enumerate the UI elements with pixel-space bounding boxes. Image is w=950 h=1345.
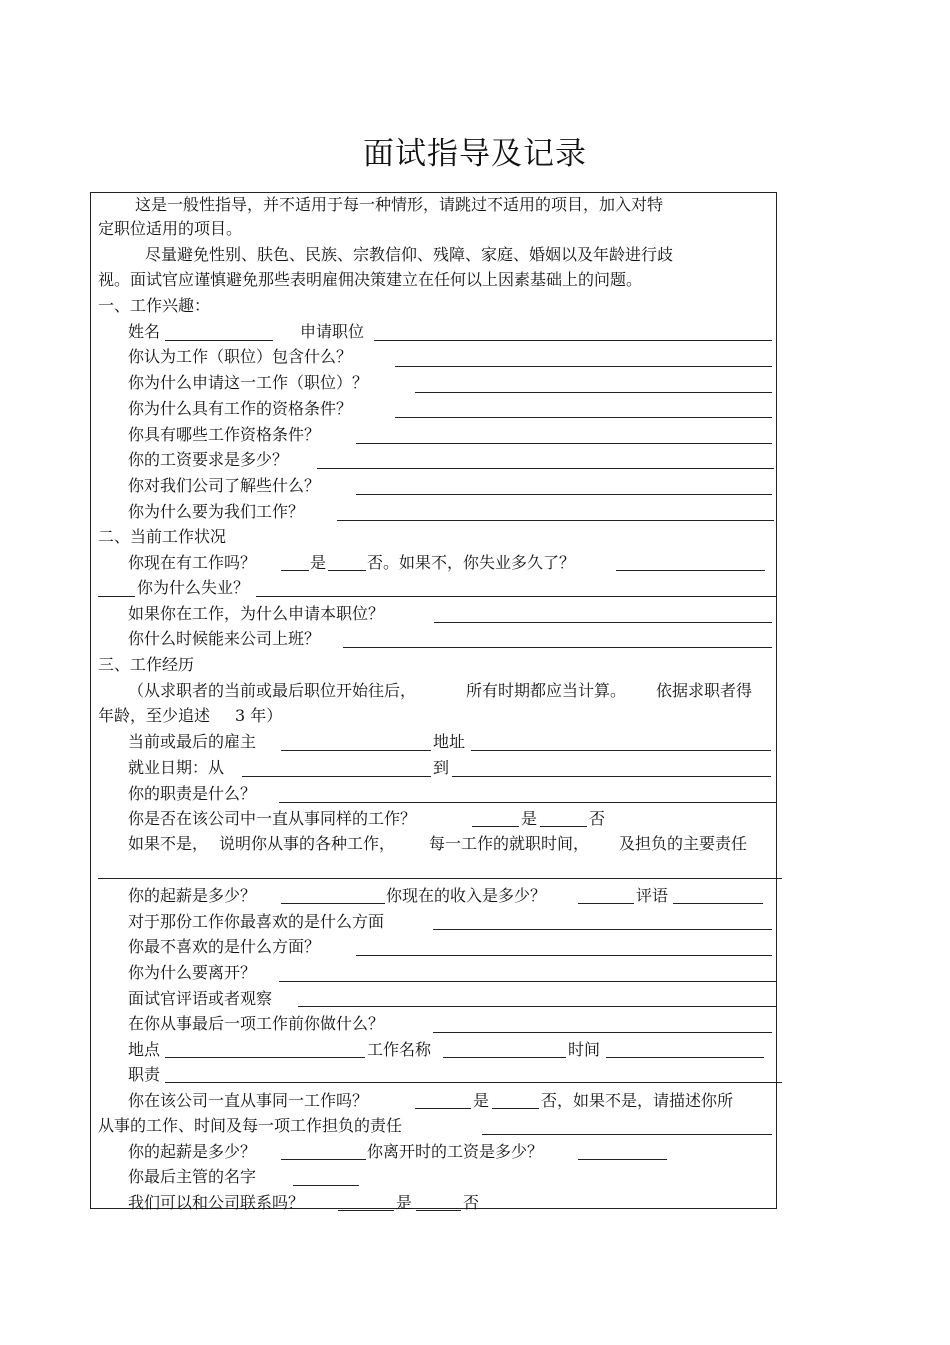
note-text: 依据求职者得 bbox=[656, 681, 753, 700]
question-label: 如果你在工作，为什么申请本职位？ bbox=[128, 604, 385, 623]
intro-line: 这是一般性指导，并不适用于每一种情形，请跳过不适用的项目，加入对特 bbox=[135, 195, 664, 214]
question-label: 及担负的主要责任 bbox=[619, 834, 748, 853]
intro-line: 尽量避免性别、肤色、民族、宗教信仰、残障、家庭、婚姻以及年龄进行歧 bbox=[145, 245, 674, 264]
section-heading: 一、工作兴趣： bbox=[98, 296, 211, 315]
salary-blank[interactable] bbox=[281, 1159, 366, 1160]
question-label: 你为什么失业？ bbox=[137, 578, 250, 597]
field-label: 就业日期：从 bbox=[128, 758, 225, 777]
question-label: 你现在有工作吗？ bbox=[128, 553, 257, 572]
question-label: 你为什么要为我们工作？ bbox=[128, 502, 305, 521]
answer-blank[interactable] bbox=[434, 622, 772, 623]
note-text: （从求职者的当前或最后职位开始往后， bbox=[128, 681, 417, 700]
answer-blank[interactable] bbox=[356, 494, 772, 495]
question-label: 如果不是， bbox=[128, 834, 209, 853]
question-label: 从事的工作、时间及每一项工作担负的责任 bbox=[98, 1116, 403, 1135]
question-label: 面试官评语或者观察 bbox=[128, 989, 273, 1008]
salary-blank[interactable] bbox=[281, 903, 385, 904]
answer-blank[interactable] bbox=[256, 596, 776, 597]
note-text: 所有时期都应当计算。 bbox=[466, 681, 627, 700]
question-label: 说明你从事的各种工作， bbox=[219, 834, 396, 853]
yes-blank[interactable] bbox=[281, 570, 309, 571]
employer-blank[interactable] bbox=[281, 750, 431, 751]
field-label: 地址 bbox=[433, 732, 466, 751]
question-label: 你为什么要离开？ bbox=[128, 963, 257, 982]
option-label: 否 bbox=[589, 809, 606, 828]
field-label: 评语 bbox=[636, 886, 669, 905]
answer-blank[interactable] bbox=[482, 1134, 772, 1135]
question-label: 你现在的收入是多少？ bbox=[386, 886, 547, 905]
date-to-blank[interactable] bbox=[452, 776, 771, 777]
question-label: 你为什么具有工作的资格条件？ bbox=[128, 399, 353, 418]
intro-line: 视。面试官应谨慎避免那些表明雇佣决策建立在任何以上因素基础上的问题。 bbox=[98, 270, 643, 289]
option-label: 是 bbox=[310, 553, 327, 572]
answer-blank[interactable] bbox=[343, 647, 772, 648]
field-label: 时间 bbox=[568, 1040, 601, 1059]
question-label: 你最不喜欢的是什么方面？ bbox=[128, 937, 321, 956]
question-label: 你为什么申请这一工作（职位）？ bbox=[128, 373, 369, 392]
name-blank[interactable] bbox=[165, 340, 273, 341]
answer-blank[interactable] bbox=[356, 443, 772, 444]
option-label: 是 bbox=[396, 1193, 413, 1212]
date-from-blank[interactable] bbox=[242, 776, 431, 777]
question-label: 否。如果不，你失业多久了？ bbox=[367, 553, 576, 572]
question-label: 你的起薪是多少？ bbox=[128, 1142, 257, 1161]
option-label: 是 bbox=[521, 809, 538, 828]
job-title-blank[interactable] bbox=[443, 1057, 566, 1058]
question-label: 你对我们公司了解些什么？ bbox=[128, 476, 321, 495]
no-blank[interactable] bbox=[416, 1210, 461, 1211]
answer-blank[interactable] bbox=[279, 981, 776, 982]
location-blank[interactable] bbox=[165, 1057, 365, 1058]
question-label: 你的工资要求是多少？ bbox=[128, 450, 289, 469]
question-label: 你离开时的工资是多少？ bbox=[367, 1142, 544, 1161]
answer-blank[interactable] bbox=[279, 802, 776, 803]
answer-blank[interactable] bbox=[98, 878, 782, 879]
note-text: 3 年） bbox=[235, 706, 283, 725]
section-heading: 三、工作经历 bbox=[98, 655, 195, 674]
field-label: 地点 bbox=[128, 1040, 161, 1059]
no-blank[interactable] bbox=[492, 1108, 539, 1109]
question-label: 你在该公司一直从事同一工作吗？ bbox=[128, 1091, 369, 1110]
answer-blank[interactable] bbox=[433, 1032, 772, 1033]
answer-blank[interactable] bbox=[317, 468, 774, 469]
question-label: 你的起薪是多少？ bbox=[128, 886, 257, 905]
income-blank[interactable] bbox=[578, 903, 634, 904]
field-label: 到 bbox=[433, 758, 450, 777]
answer-blank[interactable] bbox=[616, 570, 765, 571]
note-text: 年龄，至少追述 bbox=[98, 706, 211, 725]
answer-blank[interactable] bbox=[356, 955, 772, 956]
duty-blank[interactable] bbox=[165, 1082, 782, 1083]
yes-blank[interactable] bbox=[338, 1210, 394, 1211]
field-label: 申请职位 bbox=[300, 322, 365, 341]
yes-blank[interactable] bbox=[472, 826, 519, 827]
question-label: 你什么时候能来公司上班？ bbox=[128, 629, 321, 648]
field-label: 职责 bbox=[128, 1065, 161, 1084]
question-label: 你是否在该公司中一直从事同样的工作？ bbox=[128, 809, 417, 828]
option-label: 是 bbox=[473, 1091, 490, 1110]
yes-blank[interactable] bbox=[415, 1108, 471, 1109]
answer-blank[interactable] bbox=[395, 417, 772, 418]
question-label: 你最后主管的名字 bbox=[128, 1167, 257, 1186]
answer-blank[interactable] bbox=[415, 392, 772, 393]
comment-blank[interactable] bbox=[673, 903, 763, 904]
section-heading: 二、当前工作状况 bbox=[98, 527, 227, 546]
answer-blank[interactable] bbox=[433, 929, 772, 930]
field-label: 姓名 bbox=[128, 322, 161, 341]
intro-line: 定职位适用的项目。 bbox=[98, 219, 243, 238]
answer-blank[interactable] bbox=[395, 366, 772, 367]
field-label: 工作名称 bbox=[367, 1040, 432, 1059]
answer-blank[interactable] bbox=[298, 1006, 776, 1007]
question-label: 否，如果不是，请描述你所 bbox=[541, 1091, 734, 1110]
question-label: 你的职责是什么？ bbox=[128, 784, 257, 803]
address-blank[interactable] bbox=[471, 750, 771, 751]
answer-blank[interactable] bbox=[98, 596, 135, 597]
field-label: 当前或最后的雇主 bbox=[128, 732, 257, 751]
question-label: 你认为工作（职位）包含什么？ bbox=[128, 347, 353, 366]
option-label: 否 bbox=[463, 1193, 480, 1212]
question-label: 对于那份工作你最喜欢的是什么方面 bbox=[128, 912, 385, 931]
page-title: 面试指导及记录 bbox=[363, 136, 587, 172]
question-label: 在你从事最后一项工作前你做什么？ bbox=[128, 1014, 385, 1033]
question-label: 每一工作的就职时间， bbox=[429, 834, 590, 853]
no-blank[interactable] bbox=[328, 570, 366, 571]
position-blank[interactable] bbox=[374, 340, 772, 341]
time-blank[interactable] bbox=[606, 1057, 764, 1058]
no-blank[interactable] bbox=[540, 826, 587, 827]
question-label: 你具有哪些工作资格条件？ bbox=[128, 425, 321, 444]
answer-blank[interactable] bbox=[337, 520, 774, 521]
supervisor-blank[interactable] bbox=[293, 1185, 359, 1186]
question-label: 我们可以和公司联系吗？ bbox=[128, 1193, 305, 1212]
leave-salary-blank[interactable] bbox=[578, 1159, 667, 1160]
